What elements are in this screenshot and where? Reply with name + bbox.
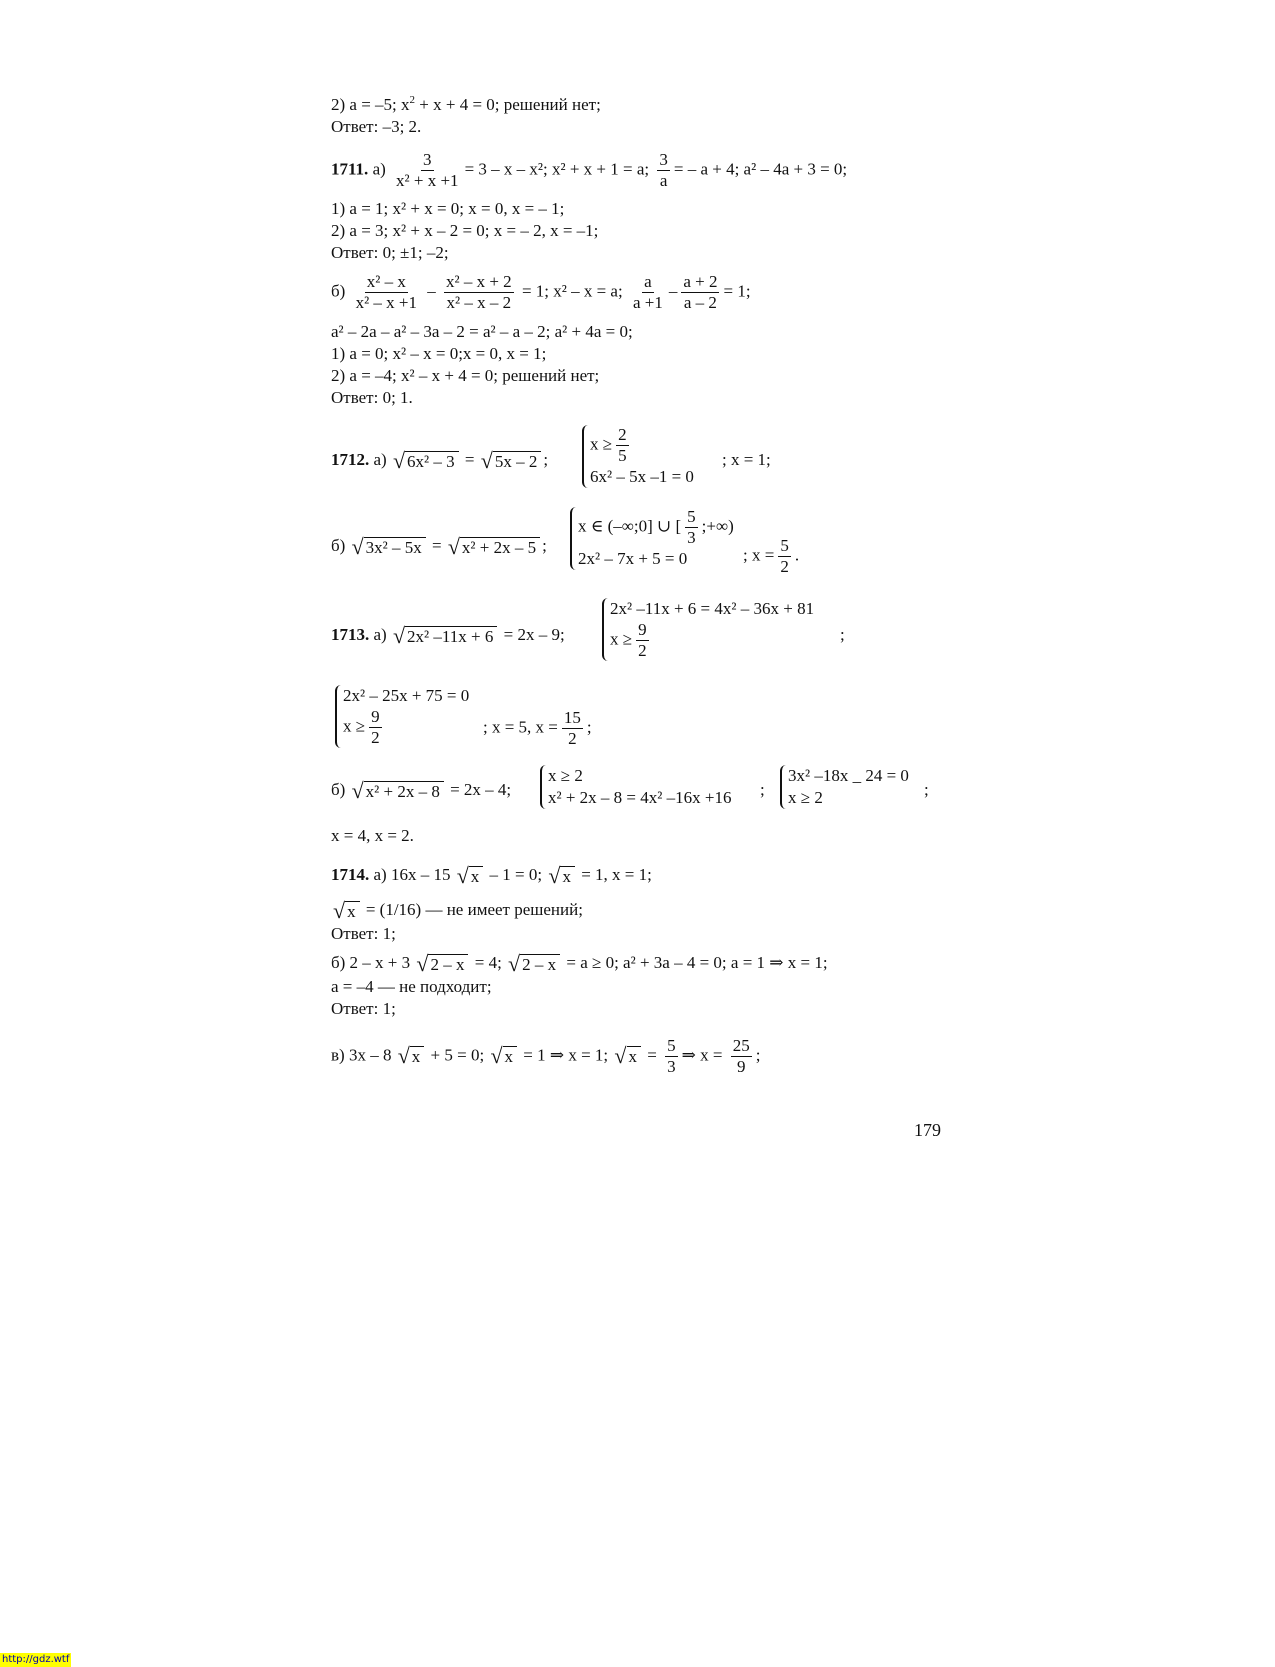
system-of-conditions: x ≥ 2 x² + 2x – 8 = 4x² –16x +16 <box>540 765 731 809</box>
fraction: $\frac{5}{3}$ <box>667 1036 676 1076</box>
problem-1712-b-result: ; x = $\frac{5}{2}$ . <box>743 536 800 576</box>
problem-1714-c: в) 3x – 8 √ x + 5 = 0; √ x = 1 ⇒ x = 1; √ x = $\frac{5}{3}$ ⇒ x = $\frac{25}{9}$ ; <box>331 1036 761 1076</box>
fraction: $\frac{\text{x² – x}}{\text{x² – x +1}}$ <box>355 272 417 312</box>
system-of-conditions: x ≥ $\frac{2}{5}$ 6x² – 5x –1 = 0 <box>582 425 694 488</box>
problem-1714-b-answer: Ответ: 1; <box>331 999 396 1018</box>
system-of-conditions: 2x² –11x + 6 = 4x² – 36x + 81 x ≥ $\frac{9}{2}$ <box>602 598 814 661</box>
problem-number: 1711. <box>331 159 369 179</box>
fraction: $\frac{25}{9}$ <box>732 1036 750 1076</box>
problem-1712-a-result: ; x = 1; <box>722 450 771 469</box>
sqrt: √ 2 – x <box>416 954 468 975</box>
sqrt: √ x <box>490 1046 517 1067</box>
sqrt: √ x <box>548 866 575 887</box>
sqrt: √ 2 – x <box>508 954 560 975</box>
intro-line-1: 2) a = –5; $x^2 + x + 4 = 0$; решений нет; <box>331 94 601 114</box>
problem-1711-a: 1711. а) $\frac{3}{\text{x² + x +1}}$ = 3 – x – x²; x² + x + 1 = a; $\frac{3}{a}$ = – a + 4; a² – 4a + 3 = 0; <box>331 150 848 190</box>
problem-1711-b-case2: 2) a = –4; x² – x + 4 = 0; решений нет; <box>331 366 600 385</box>
system-of-conditions: x ∈ (–∞;0] ∪ [ $\frac{5}{3}$ ;+∞) 2x² – 7x + 5 = 0 <box>570 507 734 570</box>
sqrt: √ 5x – 2 <box>481 451 542 472</box>
sqrt: √ x <box>333 901 360 922</box>
sqrt: √ x <box>614 1046 641 1067</box>
problem-1714-b: б) 2 – x + 3 √ 2 – x = 4; √ 2 – x = a ≥ 0; a² + 3a – 4 = 0; a = 1 ⇒ x = 1; <box>331 950 828 976</box>
sqrt: √ x <box>398 1046 425 1067</box>
system-of-conditions: 2x² – 25x + 75 = 0 x ≥ $\frac{9}{2}$ <box>335 685 469 748</box>
sqrt: √ 6x² – 3 <box>393 451 459 472</box>
sqrt: √ 2x² –11x + 6 <box>393 626 497 647</box>
problem-number: 1712. <box>331 450 370 469</box>
fraction: $\frac{a}{a +1}$ <box>632 272 663 312</box>
intro-answer: Ответ: –3; 2. <box>331 117 422 136</box>
problem-1711-a-case1: 1) a = 1; x² + x = 0; x = 0, x = – 1; <box>331 199 565 218</box>
problem-1711-b-line1: a² – 2a – a² – 3a – 2 = a² – a – 2; a² + 4a = 0; <box>331 322 633 341</box>
problem-1714-a-line2: √ x = (1/16) — не имеет решений; <box>333 897 583 923</box>
problem-1711-b: б) $\frac{\text{x² – x}}{\text{x² – x +1}}$ – $\frac{\text{x² – x + 2}}{\text{x² – x – 2}}$ = 1; x² – x = a; $\frac{a}{a +1}$ – $\frac{a + 2}{a - 2}$ = 1; <box>331 272 751 312</box>
semicolon: ; <box>760 780 765 799</box>
semicolon: ; <box>840 625 845 644</box>
semicolon: ; <box>924 780 929 799</box>
sqrt: √ x <box>457 866 484 887</box>
fraction: $\frac{3}{a}$ <box>659 150 668 190</box>
problem-1714-a-answer: Ответ: 1; <box>331 924 396 943</box>
problem-1713-a-result: ; x = 5, x = $\frac{15}{2}$ ; <box>483 708 592 748</box>
problem-1713-b-answer: x = 4, x = 2. <box>331 826 414 845</box>
problem-1714-a: 1714. а) 16x – 15 √ x – 1 = 0; √ x = 1, x = 1; <box>331 862 652 888</box>
fraction: $\frac{\text{x² – x + 2}}{\text{x² – x – 2}}$ <box>446 272 512 312</box>
fraction: $\frac{a + 2}{a - 2}$ <box>683 272 718 312</box>
problem-1714-b-line2: a = –4 — не подходит; <box>331 977 492 996</box>
page-number: 179 <box>914 1120 941 1140</box>
sqrt: √ 3x² – 5x <box>352 537 426 558</box>
problem-1713-b: б) √ x² + 2x – 8 = 2x – 4; <box>331 777 512 803</box>
problem-1711-a-answer: Ответ: 0; ±1; –2; <box>331 243 449 262</box>
problem-1713-a: 1713. а) √ 2x² –11x + 6 = 2x – 9; <box>331 622 565 648</box>
problem-number: 1713. <box>331 625 370 644</box>
problem-1711-a-case2: 2) a = 3; x² + x – 2 = 0; x = – 2, x = –1; <box>331 221 599 240</box>
problem-1712-a: 1712. а) √ 6x² – 3 = √ 5x – 2 ; <box>331 447 549 473</box>
problem-1712-b: б) √ 3x² – 5x = √ x² + 2x – 5 ; <box>331 533 547 559</box>
fraction: $\frac{3}{\text{x² + x +1}}$ <box>396 150 459 190</box>
sqrt: √ x² + 2x – 8 <box>352 781 444 802</box>
footer-link[interactable]: http://gdz.wtf <box>2 1654 70 1665</box>
sqrt: √ x² + 2x – 5 <box>448 537 540 558</box>
problem-number: 1714. <box>331 865 370 884</box>
problem-1711-b-answer: Ответ: 0; 1. <box>331 388 413 407</box>
system-of-conditions: 3x² –18x _ 24 = 0 x ≥ 2 <box>780 765 909 809</box>
problem-1711-b-case1: 1) a = 0; x² – x = 0;x = 0, x = 1; <box>331 344 547 363</box>
